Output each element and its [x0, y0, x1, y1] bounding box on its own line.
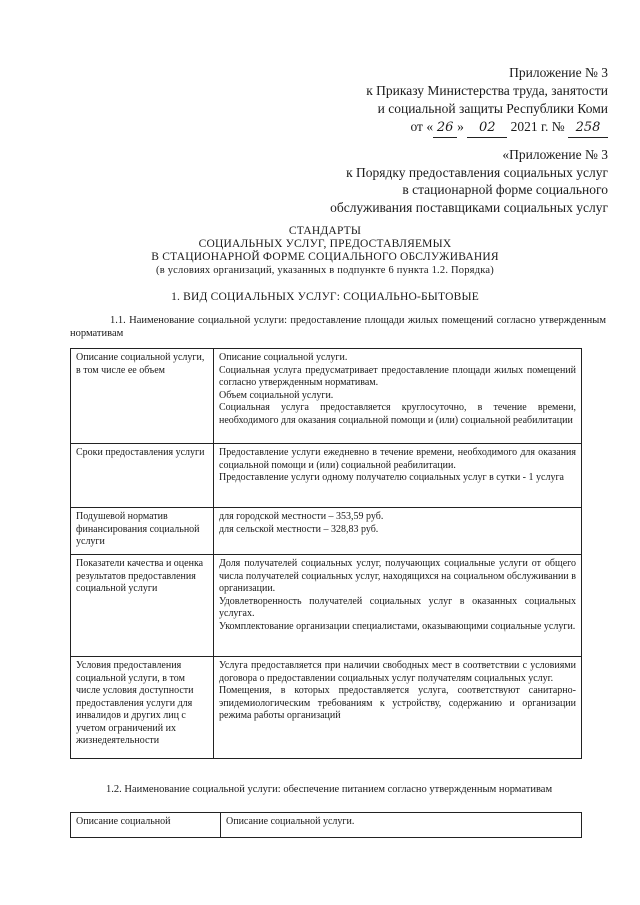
row-label: Показатели качества и оценка результатов предоставления социальной услуги: [71, 555, 214, 657]
row-label: Условия предоставления социальной услуги, в том числе условия доступности предоставления услуги для инвалидов и других лиц с учетом ограничений их жизнедеятельности: [71, 657, 214, 759]
content-line: Укомплектование организации специалистами, оказывающими социальные услуги.: [219, 620, 576, 632]
title-line-3: В СТАЦИОНАРНОЙ ФОРМЕ СОЦИАЛЬНОГО ОБСЛУЖИВАНИЯ: [151, 251, 499, 263]
content-line: Предоставление услуги одному получателю социальных услуг в сутки - 1 услуга: [219, 472, 564, 483]
table-row: [71, 813, 582, 838]
item-1-2: 1.2. Наименование социальной услуги: обеспечение питанием согласно утвержденным нормативам: [106, 784, 553, 795]
row-label: Сроки предоставления услуги: [71, 444, 214, 508]
content-line: Предоставление услуги ежедневно в течение времени, необходимого для оказания социальной помощи и (или) социальной реабилитации.: [219, 447, 576, 471]
table-row: [71, 349, 582, 444]
handwritten-day: 26: [433, 119, 457, 138]
procedure-line-3: в стационарной форме социального: [402, 182, 608, 197]
handwritten-month: 02: [467, 119, 507, 138]
standards-table-1: [70, 348, 582, 759]
content-line: для городской местности – 353,59 руб.: [219, 511, 384, 522]
procedure-appendix: «Приложение № 3: [502, 147, 608, 162]
appendix-number: Приложение № 3: [509, 65, 608, 80]
title-line-2: СОЦИАЛЬНЫХ УСЛУГ, ПРЕДОСТАВЛЯЕМЫХ: [198, 238, 452, 250]
content-line: для сельской местности – 328,83 руб.: [219, 523, 379, 535]
table-row: [71, 508, 582, 555]
table-row: [71, 657, 582, 759]
procedure-header: [208, 146, 608, 216]
procedure-line-4: обслуживания поставщиками социальных услуг: [330, 199, 608, 215]
standards-table-2: [70, 812, 582, 838]
order-date-line: от « 26 » 02 2021 г. № 258: [208, 118, 608, 138]
handwritten-order-number: 258: [568, 119, 608, 138]
title-subnote: (в условиях организаций, указанных в подпункте 6 пункта 1.2. Порядка): [156, 265, 494, 276]
row-content: [214, 444, 582, 508]
content-line: Объем социальной услуги.: [219, 389, 334, 401]
row-label: Описание социальной услуги, в том числе ее объем: [71, 349, 214, 444]
item-1-1: 1.1. Наименование социальной услуги: предоставление площади жилых помещений согласно утвержденным нормативам: [70, 315, 606, 339]
row-label: Подушевой норматив финансирования социальной услуги: [71, 508, 214, 555]
table-row: [71, 555, 582, 657]
row-label: Описание социальной: [71, 813, 221, 838]
table-row: [71, 444, 582, 508]
procedure-line-2: к Порядку предоставления социальных услуг: [346, 164, 608, 180]
content-line: Доля получателей социальных услуг, получающих социальные услуги от общего числа получателей социальных услуг, находящихся на социальном обслуживании в организации.: [219, 558, 576, 594]
content-line: Описание социальной услуги.: [219, 352, 348, 363]
content-line: Помещения, в которых предоставляется услуга, соответствуют санитарно-эпидемиологическим требованиям к устройству, содержанию и организации режима работы организаций: [219, 685, 576, 721]
order-header: [208, 64, 608, 138]
content-line: Социальная услуга предоставляется круглосуточно, в течение времени, необходимого для оказания социальной помощи и (или) социальной реабилитации: [219, 402, 576, 426]
title-line-1: СТАНДАРТЫ: [288, 225, 362, 237]
content-line: Услуга предоставляется при наличии свободных мест в соответствии с условиями договора о предоставлении социальных услуг получателям социальных услуг.: [219, 660, 576, 684]
section-heading: 1. ВИД СОЦИАЛЬНЫХ УСЛУГ: СОЦИАЛЬНО-БЫТОВЫЕ: [171, 291, 479, 303]
content-line: Социальная услуга предусматривает предоставление площади жилых помещений согласно утвержденным нормативам.: [219, 364, 576, 388]
order-reference: к Приказу Министерства труда, занятости: [366, 83, 608, 98]
row-content: [214, 508, 582, 555]
row-content: [214, 555, 582, 657]
content-line: Удовлетворенность получателей социальных услуг в оказанных социальных услугах.: [219, 595, 576, 619]
row-content: [214, 349, 582, 444]
row-content: [214, 657, 582, 759]
row-content: Описание социальной услуги.: [221, 813, 582, 838]
document-title: [40, 225, 610, 277]
ministry-name: и социальной защиты Республики Коми: [377, 101, 608, 116]
